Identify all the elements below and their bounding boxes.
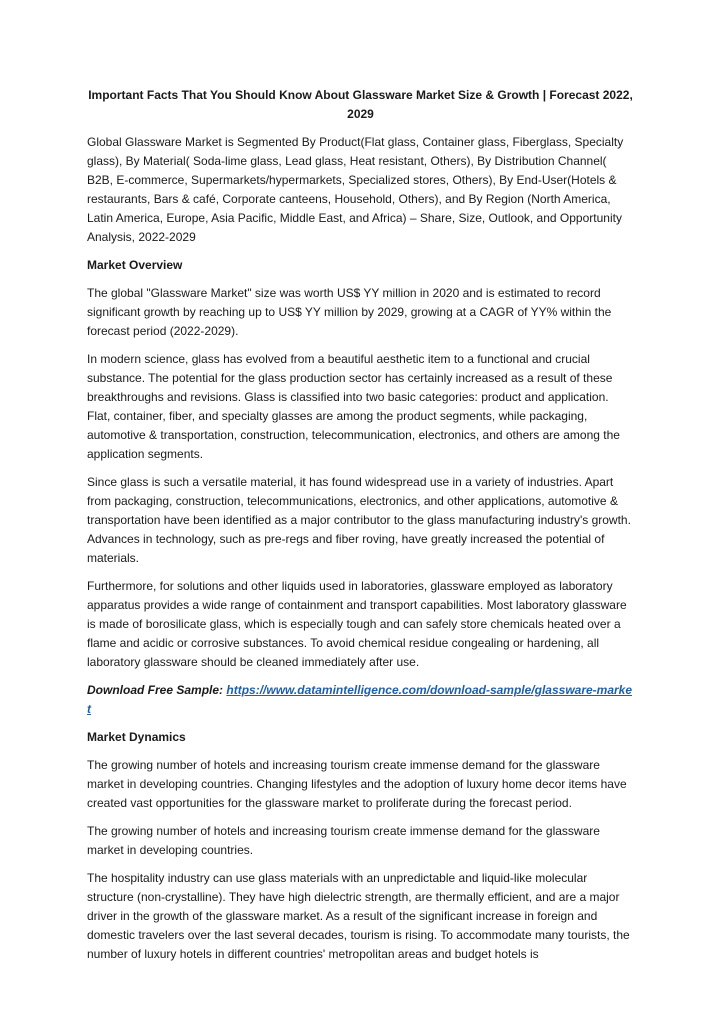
dynamics-paragraph-2: The growing number of hotels and increasing tourism create immense demand for the glassware market in developing countries. [87, 824, 600, 857]
overview-paragraph-4: Furthermore, for solutions and other liquids used in laboratories, glassware employed as laboratory apparatus provides a wide range of containment and transport capabilities. Most laboratory glassware is made of borosilicate glass, which is especially tough and can safely store chemicals heated over a flame and acidic or corrosive substances. To avoid chemical residue congealing or hardening, all laboratory glassware should be cleaned immediately after use. [87, 579, 627, 669]
dynamics-paragraph-1: The growing number of hotels and increasing tourism create immense demand for the glassware market in developing countries. Changing lifestyles and the adoption of luxury home decor items have created vast opportunities for the glassware market to proliferate during the forecast period. [87, 758, 627, 810]
overview-paragraph-2: In modern science, glass has evolved from a beautiful aesthetic item to a functional and crucial substance. The potential for the glass production sector has certainly increased as a result of these breakthroughs and revisions. Glass is classified into two basic categories: product and application. Flat, container, fiber, and specialty glasses are among the product segments, while packaging, automotive & transportation, construction, telecommunication, electronics, and others are among the application segments. [87, 352, 620, 461]
market-overview-heading: Market Overview [87, 258, 183, 272]
intro-paragraph: Global Glassware Market is Segmented By Product(Flat glass, Container glass, Fiberglass, Specialty glass), By Material( Soda-lime glass, Lead glass, Heat resistant, Others), By Distribution Channel( B2B, E-commerce, Supermarkets/hypermarkets, Specialized stores, Others), By End-User(Hotels & restaurants, Bars & café, Corporate canteens, Household, Others), and By Region (North America, Latin America, Europe, Asia Pacific, Middle East, and Africa) – Share, Size, Outlook, and Opportunity Analysis, 2022-2029 [87, 135, 624, 244]
download-sample-label: Download Free Sample: [87, 683, 224, 697]
overview-paragraph-3: Since glass is such a versatile material, it has found widespread use in a variety of industries. Apart from packaging, construction, telecommunications, electronics, and other applications, automotive & transportation have been identified as a major contributor to the glass manufacturing industry's growth. Advances in technology, such as pre-regs and fiber roving, have greatly increased the potential of materials. [87, 475, 631, 565]
market-dynamics-heading: Market Dynamics [87, 730, 186, 744]
download-sample-line [87, 681, 634, 719]
dynamics-paragraph-3: The hospitality industry can use glass materials with an unpredictable and liquid-like molecular structure (non-crystalline). They have high dielectric strength, are thermally efficient, and are a major driver in the growth of the glassware market. As a result of the significant increase in foreign and domestic travelers over the last several decades, tourism is rising. To accommodate many tourists, the number of luxury hotels in different countries' metropolitan areas and budget hotels is [87, 871, 630, 961]
download-sample-link[interactable]: https://www.datamintelligence.com/download-sample/glassware-market [87, 683, 633, 716]
document-page [87, 86, 634, 973]
overview-paragraph-1: The global "Glassware Market" size was worth US$ YY million in 2020 and is estimated to record significant growth by reaching up to US$ YY million by 2029, growing at a CAGR of YY% within the forecast period (2022-2029). [87, 286, 612, 338]
document-title: Important Facts That You Should Know About Glassware Market Size & Growth | Forecast 2022, 2029 [88, 88, 633, 121]
